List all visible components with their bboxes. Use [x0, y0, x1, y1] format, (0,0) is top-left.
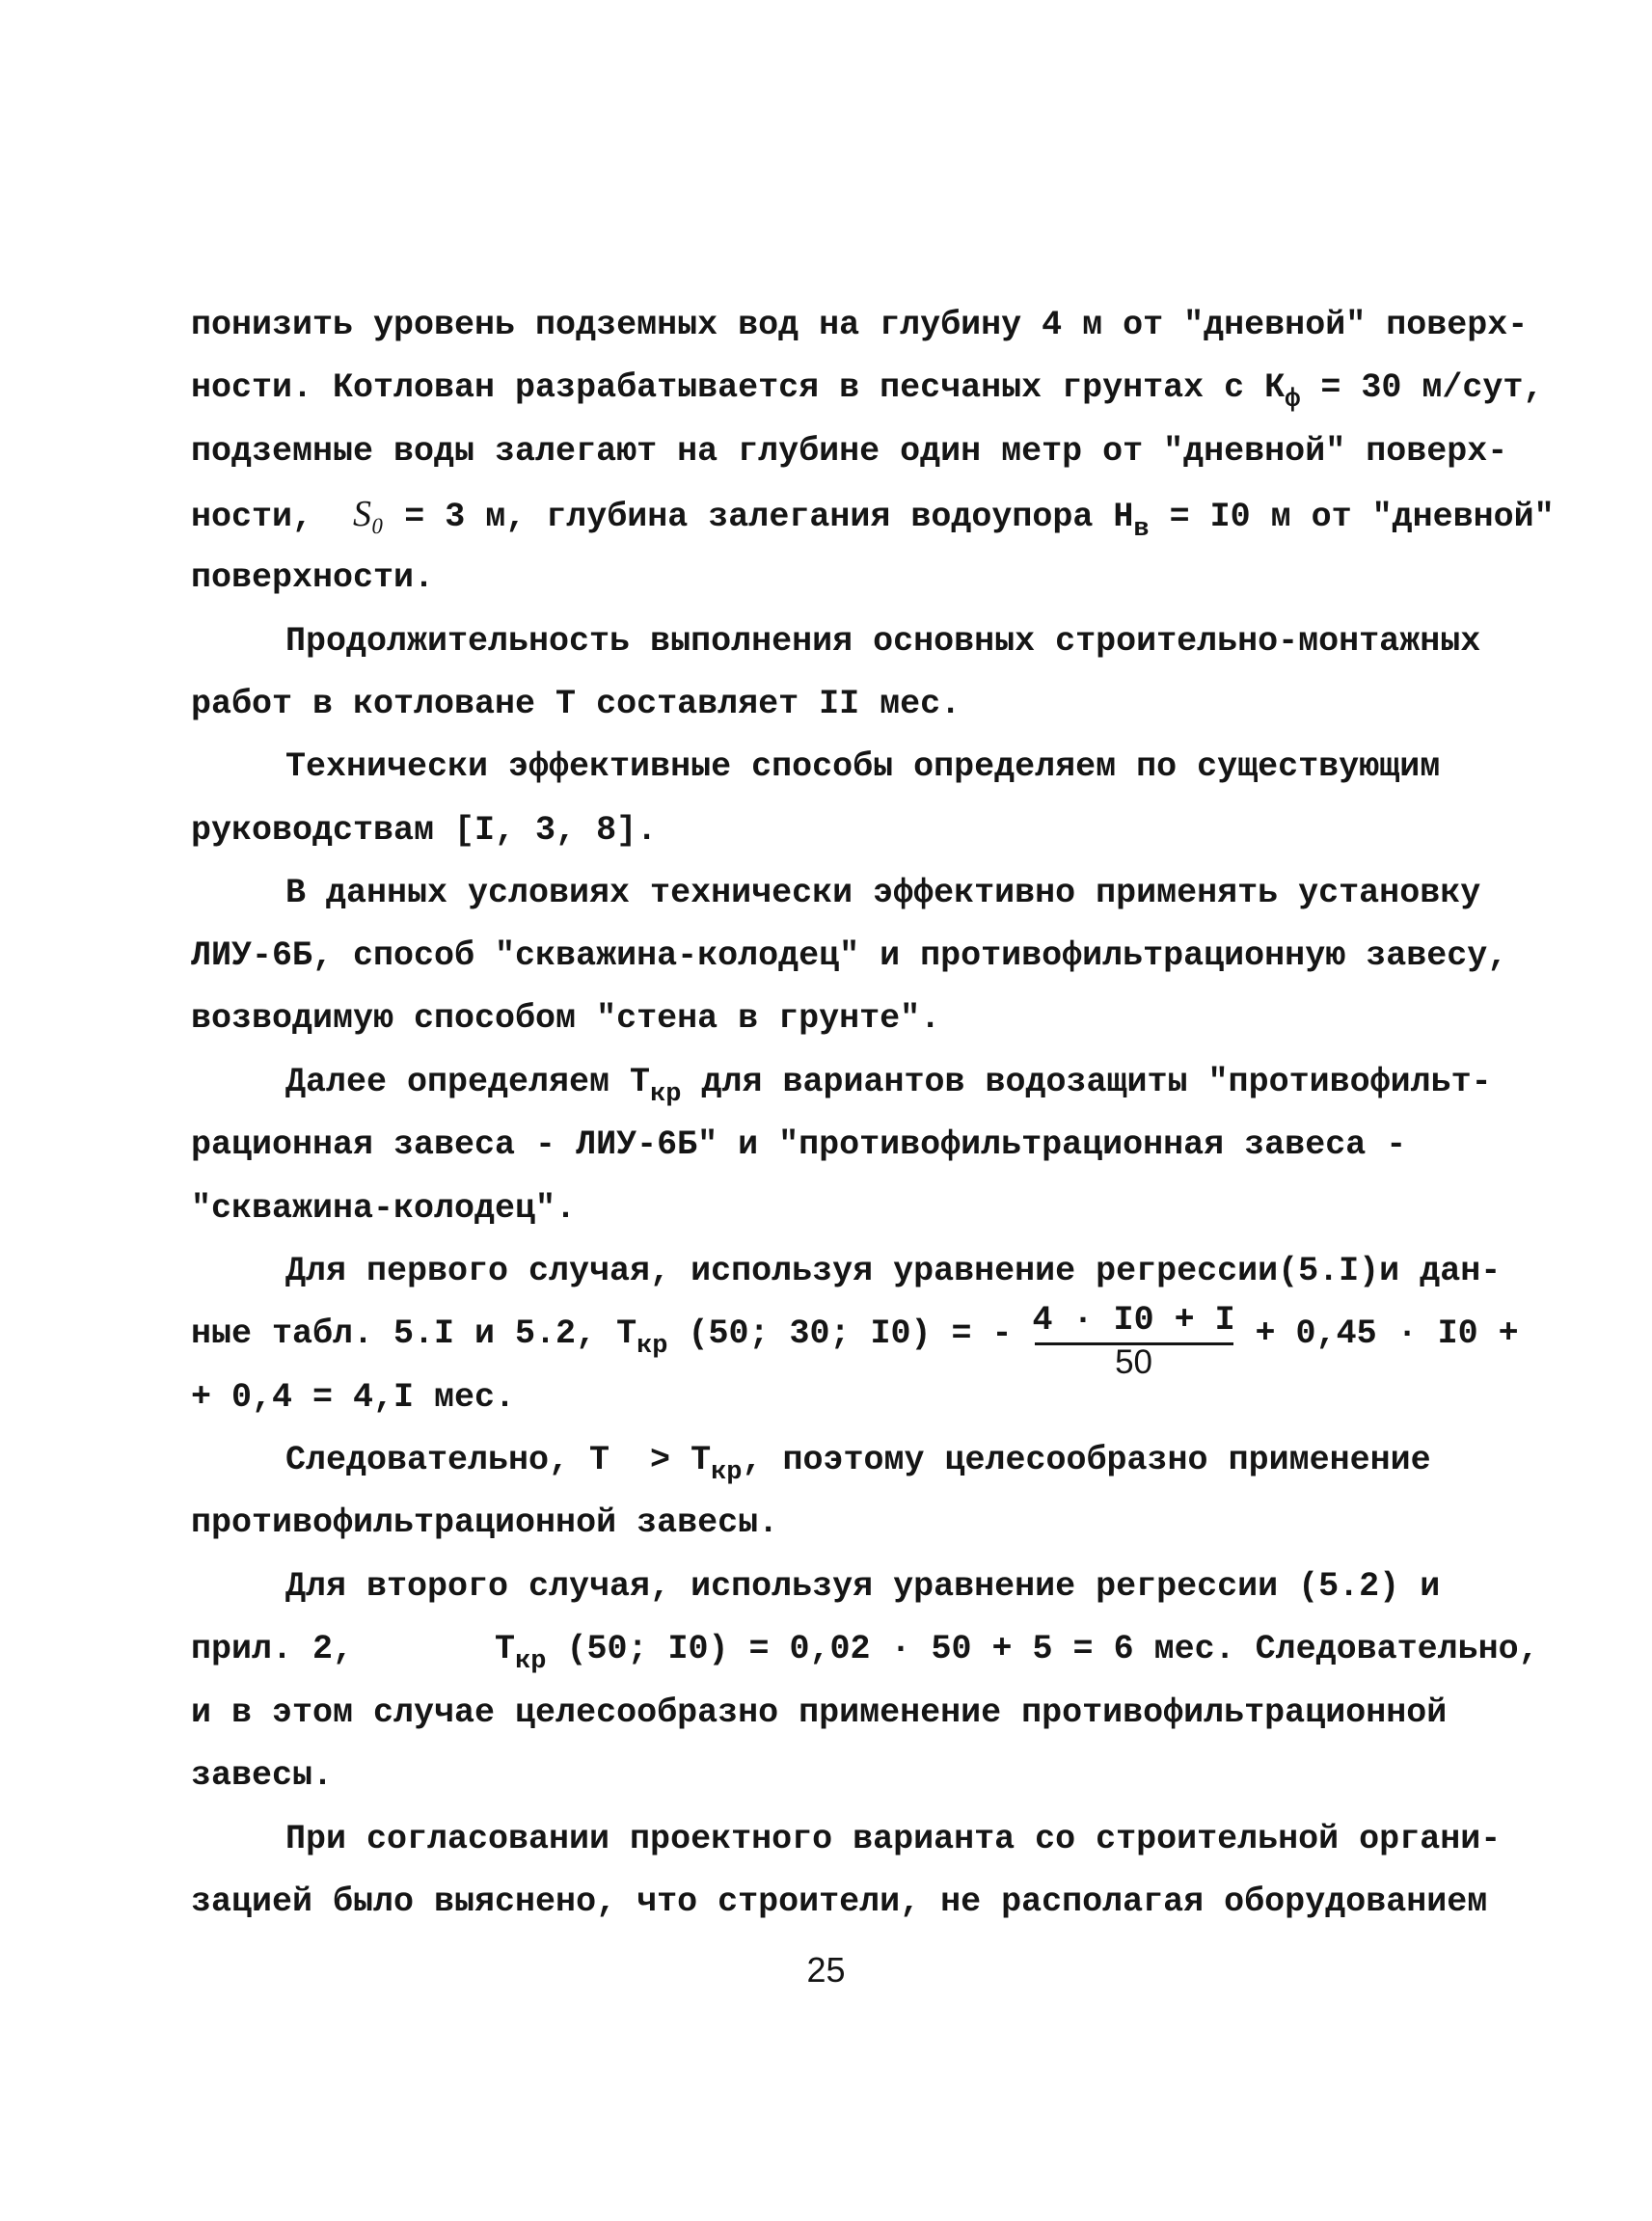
text-line: руководствам [I, 3, 8].	[191, 811, 658, 850]
text-line: завесы.	[191, 1756, 334, 1795]
text-line: + 0,4 = 4,I мес.	[191, 1378, 516, 1417]
text-line: зацией было выяснено, что строители, не располагая оборудованием	[191, 1882, 1488, 1921]
text-line: "скважина-колодец".	[191, 1189, 577, 1228]
paragraph-start: Следовательно, $Т > Т_{кр}$, поэтому целесообразно применение	[285, 1441, 1431, 1487]
page-number: 25	[806, 1950, 846, 1990]
text-line: возводимую способом "стена в грунте".	[191, 999, 941, 1038]
text-line: ЛИУ-6Б, способ "скважина-колодец" и противофильтрационную завесу,	[191, 936, 1508, 975]
text-line: рационная завеса - ЛИУ-6Б" и "противофильтрационная завеса -	[191, 1125, 1407, 1164]
paragraph-start: Технически эффективные способы определяем по существующим	[285, 747, 1441, 786]
text-line: работ в котловане Т составляет II мес.	[191, 685, 961, 723]
formula-line: ные табл. 5.I и 5.2, $Т_{кр}$ (50; 30; I0) = - $\frac{4 \cdot I0 + I}{50}$ + 0,45 · I0 +	[191, 1310, 1519, 1358]
text-line: и в этом случае целесообразно применение противофильтрационной	[191, 1693, 1448, 1732]
fraction-denominator: 50	[1115, 1343, 1153, 1381]
text-line: прил. 2, $Т_{кр}$ (50; I0) = 0,02 · 50 + 5 = 6 мес. Следовательно,	[191, 1630, 1539, 1676]
paragraph-start: Для второго случая, используя уравнение регрессии (5.2) и	[285, 1567, 1441, 1606]
text-line: противофильтрационной завесы.	[191, 1503, 779, 1542]
fraction-numerator: 4 · I0 + I	[1032, 1301, 1235, 1340]
text-line: понизить уровень подземных вод на глубину 4 м от "дневной" поверх-	[191, 306, 1529, 344]
paragraph-start: Для первого случая, используя уравнение регрессии(5.I)и дан-	[285, 1252, 1502, 1290]
text-line: ности. Котлован разрабатывается в песчаных грунтах с $К_ф = 30$ м/сут,	[191, 368, 1544, 415]
text-line: поверхности.	[191, 558, 435, 597]
paragraph-start: При согласовании проектного варианта со строительной органи-	[285, 1820, 1502, 1858]
paragraph-start: Далее определяем $Т_{кр}$ для вариантов водозащиты "противофильт-	[285, 1063, 1492, 1109]
paragraph-start: В данных условиях технически эффективно применять установку	[285, 874, 1481, 912]
s-zero-symbol: S₀	[353, 494, 385, 534]
text-line: ности, S₀ = 3 м, глубина залегания водоупора $Н_в = I0$ м от "дневной"	[191, 494, 1555, 544]
fraction	[1032, 1301, 1235, 1381]
text-line: подземные воды залегают на глубине один метр от "дневной" поверх-	[191, 432, 1508, 471]
paragraph-start: Продолжительность выполнения основных строительно-монтажных	[285, 622, 1481, 661]
